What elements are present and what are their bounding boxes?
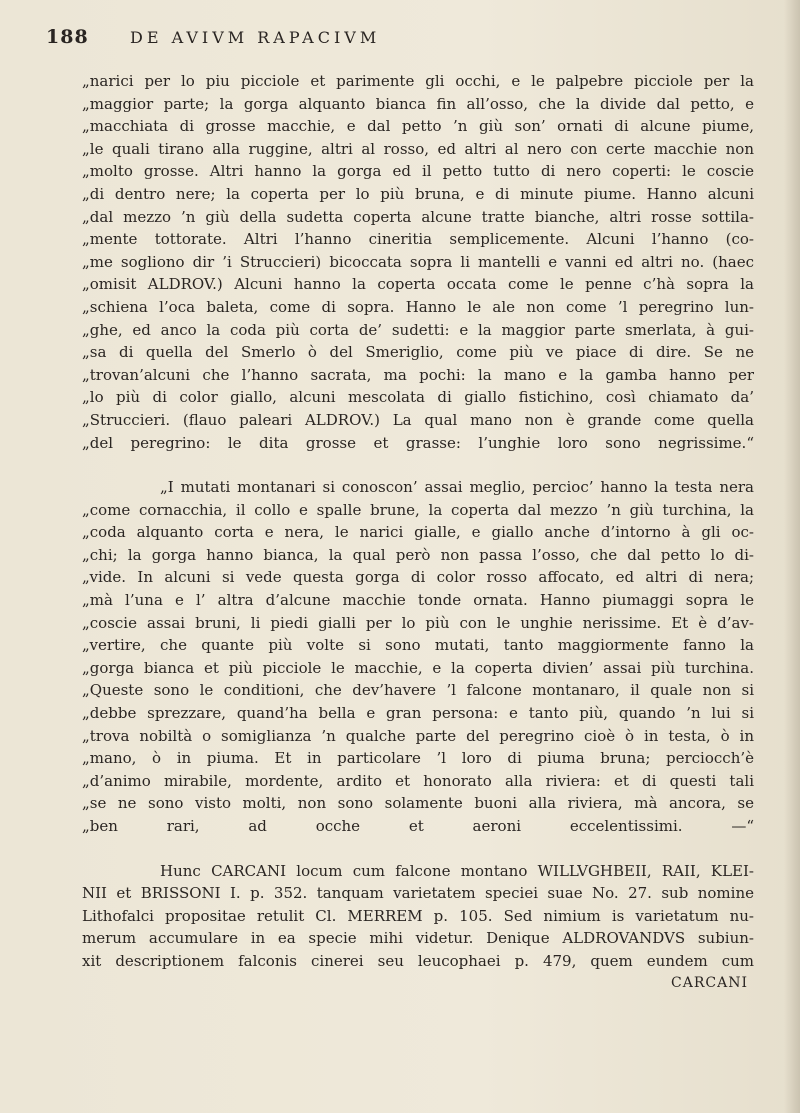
text-line: „gorga bianca et più picciole le macchie, e la coperta divien’ assai più turchina. bbox=[82, 658, 754, 677]
text-line: „debbe sprezzare, quand’ha bella e gran persona: e tanto più, quando ’n lui si bbox=[82, 704, 754, 723]
text-line: „d’animo mirabile, mordente, ardito et honorato alla riviera: et di questi tali bbox=[82, 771, 754, 790]
text-line: NII et BRISSONI I. p. 352. tanquam varietatem speciei suae No. 27. sub nomine bbox=[82, 884, 754, 903]
text-line: „coscie assai bruni, li piedi gialli per lo più con le unghie nerissime. Et è d’av- bbox=[82, 613, 754, 632]
text-line: „macchiata di grosse macchie, e dal petto ’n giù son’ ornati di alcune piume, bbox=[82, 117, 754, 136]
text-line: „come cornacchia, il collo e spalle brune, la coperta dal mezzo ’n giù turchina, la bbox=[82, 500, 754, 519]
page-header bbox=[46, 26, 756, 56]
text-line: „Queste sono le conditioni, che dev’havere ’l falcone montanaro, il quale non si bbox=[82, 681, 754, 700]
text-line: „vertire, che quante più volte si sono mutati, tanto maggiormente fanno la bbox=[82, 636, 754, 655]
text-line: „mente tottorate. Altri l’hanno cineritia semplicemente. Alcuni l’hanno (co- bbox=[82, 230, 754, 249]
text-line: „mano, ò in piuma. Et in particolare ’l loro di piuma bruna; perciocch’è bbox=[82, 749, 754, 768]
text-line: „schiena l’oca baleta, come di sopra. Hanno le ale non come ’l peregrino lun- bbox=[82, 297, 754, 316]
text-line: „I mutati montanari si conoscon’ assai meglio, percioc’ hanno la testa nera bbox=[160, 478, 754, 497]
text-line: „ghe, ed anco la coda più corta de’ sudetti: e la maggior parte smerlata, à gui- bbox=[82, 320, 754, 339]
page-edge-shadow bbox=[784, 0, 800, 1113]
catchword: CARCANI bbox=[671, 974, 748, 991]
text-line: „coda alquanto corta e nera, le narici gialle, e giallo anche d’intorno à gli oc- bbox=[82, 523, 754, 542]
text-line: Hunc CARCANI locum cum falcone montano WILLVGHBEII, RAII, KLEI- bbox=[160, 861, 754, 880]
text-line: „maggior parte; la gorga alquanto bianca fin all’osso, che la divide dal petto, e bbox=[82, 94, 754, 113]
text-line: xit descriptionem falconis cinerei seu leucophaei p. 479, quem eundem cum bbox=[82, 951, 754, 970]
latin-commentary-paragraph bbox=[82, 860, 754, 973]
text-line: „se ne sono visto molti, non sono solamente buoni alla riviera, mà ancora, se bbox=[82, 794, 754, 813]
quoted-paragraph-2 bbox=[82, 476, 754, 838]
text-line: „mà l’una e l’ altra d’alcune macchie tonde ornata. Hanno piumaggi sopra le bbox=[82, 591, 754, 610]
paragraph-gap bbox=[82, 838, 754, 860]
running-head: DE AVIVM RAPACIVM bbox=[130, 28, 381, 47]
text-line: „di dentro nere; la coperta per lo più bruna, e di minute piume. Hanno alcuni bbox=[82, 184, 754, 203]
catchword-row bbox=[82, 973, 754, 995]
text-line: „narici per lo piu picciole et parimente gli occhi, e le palpebre picciole per la bbox=[82, 72, 754, 90]
body-text bbox=[82, 70, 754, 995]
text-line: Lithofalci propositae retulit Cl. MERREM p. 105. Sed nimium is varietatum nu- bbox=[82, 906, 754, 925]
text-line: „dal mezzo ’n giù della sudetta coperta alcune tratte bianche, altri rosse sottila- bbox=[82, 207, 754, 226]
text-line: merum accumulare in ea specie mihi videtur. Denique ALDROVANDVS subiun- bbox=[82, 929, 754, 948]
text-line: „omisit ALDROV.) Alcuni hanno la coperta occata come le penne c’hà sopra la bbox=[82, 275, 754, 294]
paragraph-gap bbox=[82, 454, 754, 476]
text-line: „trova nobiltà o somiglianza ’n qualche parte del peregrino cioè ò in testa, ò in bbox=[82, 726, 754, 745]
text-line: „chi; la gorga hanno bianca, la qual però non passa l’osso, che dal petto lo di- bbox=[82, 545, 754, 564]
page-number: 188 bbox=[46, 26, 89, 48]
quoted-paragraph-1 bbox=[82, 70, 754, 454]
text-line: „ben rari, ad ocche et aeroni eccelentissimi. —“ bbox=[82, 817, 754, 835]
text-line: „molto grosse. Altri hanno la gorga ed il petto tutto di nero coperti: le coscie bbox=[82, 162, 754, 181]
text-line: „lo più di color giallo, alcuni mescolata di giallo fistichino, così chiamato da’ bbox=[82, 388, 754, 407]
text-line: „trovan’alcuni che l’hanno sacrata, ma pochi: la mano e la gamba hanno per bbox=[82, 365, 754, 384]
text-line: „le quali tirano alla ruggine, altri al rosso, ed altri al nero con certe macchie non bbox=[82, 139, 754, 158]
text-line: „vide. In alcuni si vede questa gorga di color rosso affocato, ed altri di nera; bbox=[82, 568, 754, 587]
text-line: „Struccieri. (flauo paleari ALDROV.) La qual mano non è grande come quella bbox=[82, 410, 754, 429]
text-line: „sa di quella del Smerlo ò del Smeriglio, come più ve piace di dire. Se ne bbox=[82, 343, 754, 362]
text-line: „me sogliono dir ’i Struccieri) bicoccata sopra li mantelli e vanni ed altri no. (haec bbox=[82, 252, 754, 271]
text-line: „del peregrino: le dita grosse et grasse: l’unghie loro sono negrissime.“ bbox=[82, 433, 754, 452]
